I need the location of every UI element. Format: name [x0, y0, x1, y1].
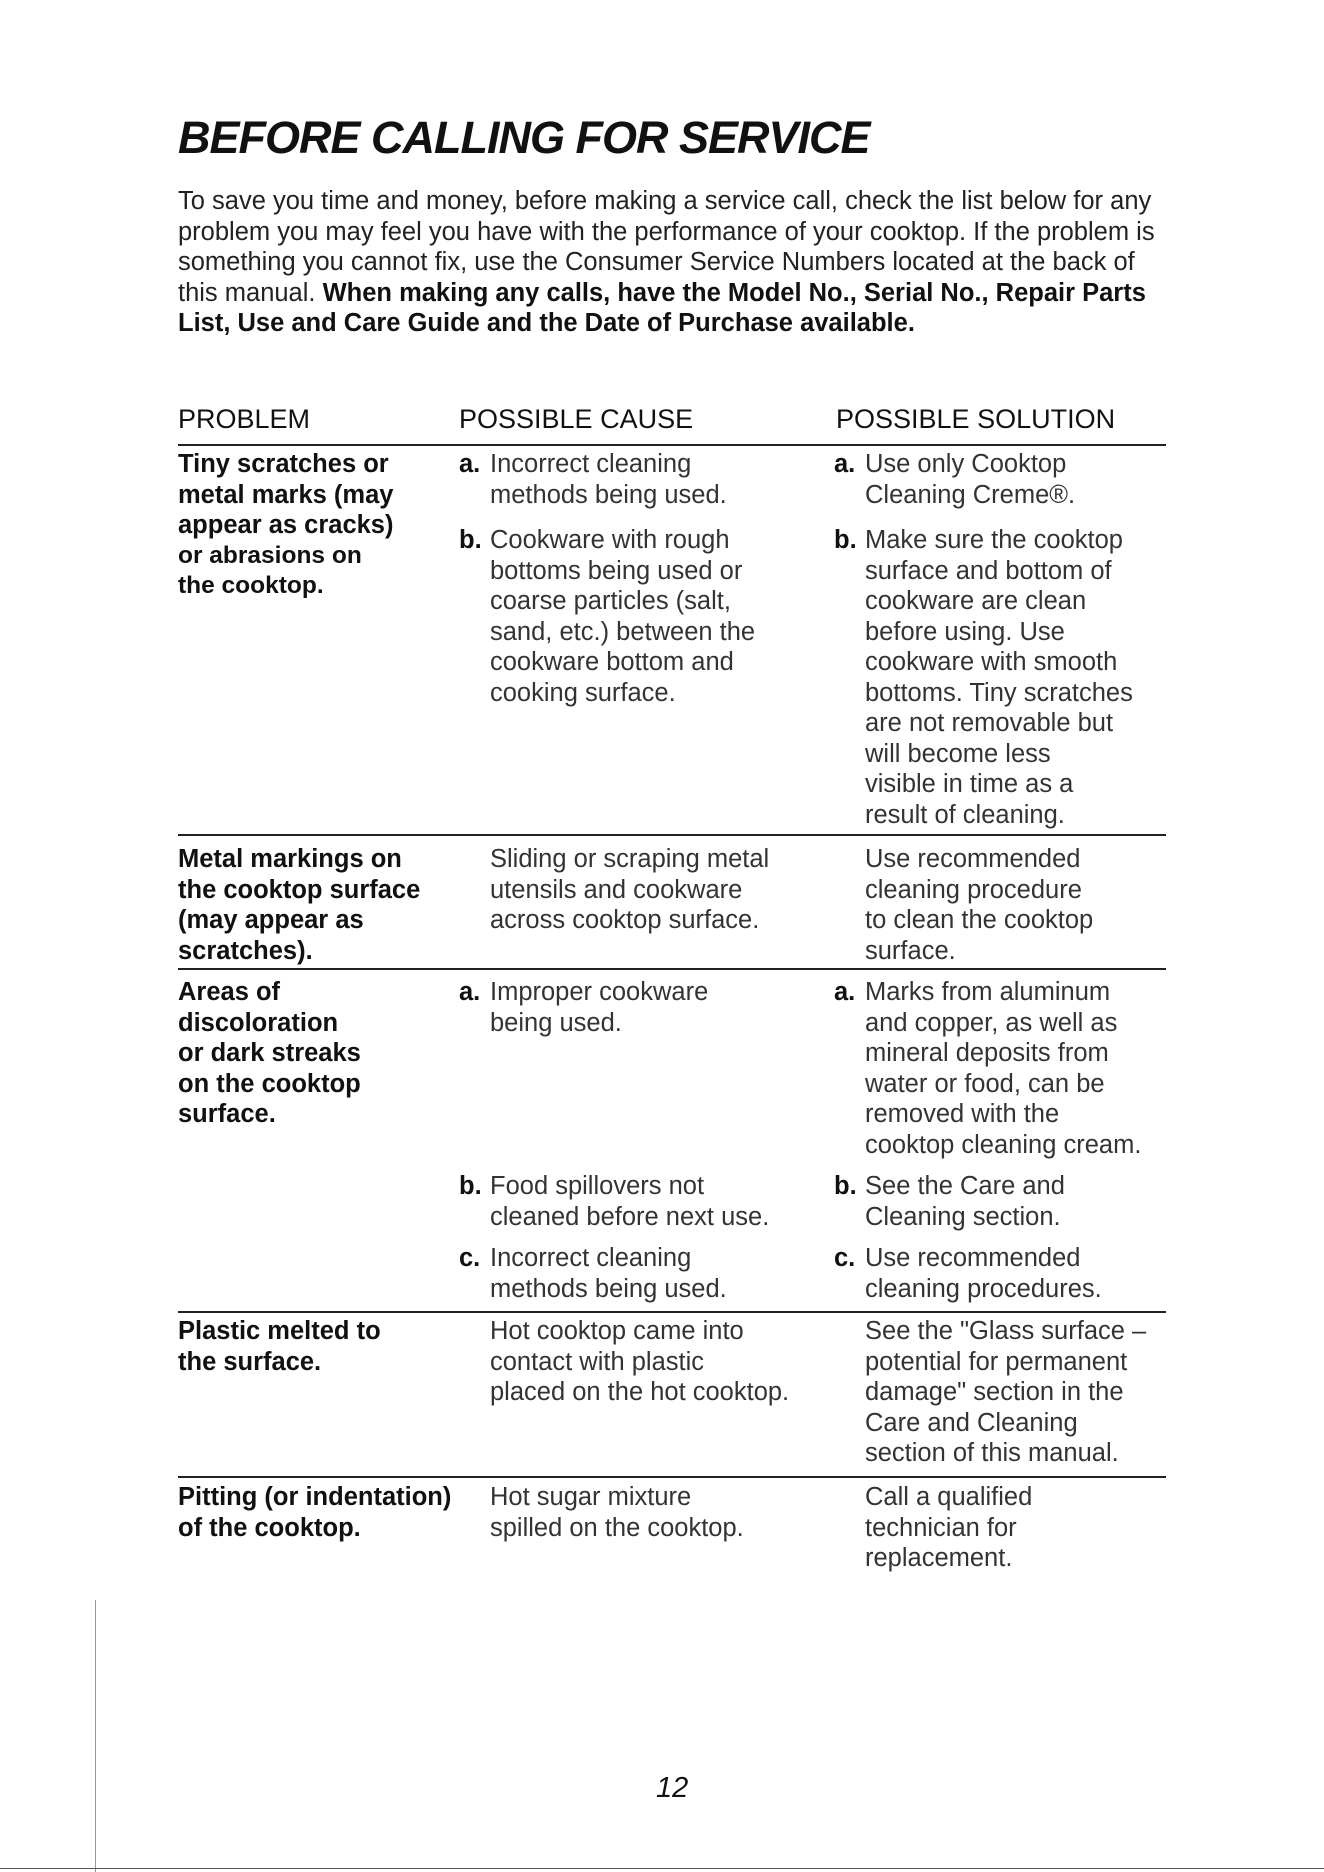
cause-line: Hot cooktop came into [490, 1317, 744, 1345]
solution-line: Cleaning section. [865, 1202, 1061, 1231]
binding-edge-line [95, 1600, 96, 1872]
solution-line: Cleaning Creme®. [865, 480, 1076, 509]
cause-line: Hot sugar mixture [490, 1483, 692, 1511]
solution-line: bottoms. Tiny scratches [865, 678, 1133, 707]
solution-line: Call a qualified [865, 1483, 1033, 1511]
problem-line: surface. [178, 1100, 276, 1128]
solution-line: technician for [865, 1513, 1017, 1542]
solution-line: Make sure the cooktop [865, 526, 1123, 554]
cause-a [459, 977, 708, 1038]
problem-cell [178, 844, 420, 966]
solution-b [834, 525, 1133, 830]
solution-letter: a. [834, 978, 856, 1006]
problem-line: the surface. [178, 1347, 322, 1376]
solution-line: cleaning procedure [865, 875, 1082, 904]
solution-letter: b. [834, 526, 857, 554]
cause-line: coarse particles (salt, [490, 587, 731, 615]
problem-line: Metal markings on [178, 845, 402, 873]
solution-cell [865, 1316, 1146, 1469]
solution-line: section of this manual. [865, 1439, 1119, 1467]
page-bottom-edge [0, 1868, 1324, 1869]
solution-line: surface and bottom of [865, 556, 1112, 585]
solution-line: cleaning procedures. [865, 1274, 1102, 1303]
cause-cell [490, 844, 769, 936]
solution-line: surface. [865, 936, 956, 965]
row-rule [178, 968, 1166, 970]
problem-line: discoloration [178, 1008, 339, 1037]
cause-cell [490, 1482, 744, 1543]
solution-c [834, 1243, 1102, 1304]
cause-line: utensils and cookware [490, 875, 743, 904]
solution-line: will become less [865, 739, 1051, 768]
problem-line: the cooktop surface [178, 875, 421, 904]
page-number: 12 [656, 1772, 689, 1804]
solution-letter: a. [834, 450, 856, 478]
cause-line: contact with plastic [490, 1347, 705, 1376]
cause-line: spilled on the cooktop. [490, 1513, 744, 1542]
solution-b [834, 1171, 1065, 1232]
header-possible-cause: POSSIBLE CAUSE [459, 404, 694, 434]
cause-letter: a. [459, 978, 481, 1006]
solution-line: cookware with smooth [865, 648, 1118, 676]
cause-cell [490, 1316, 789, 1408]
problem-line: on the cooktop [178, 1069, 361, 1098]
problem-line: or dark streaks [178, 1039, 361, 1067]
cause-letter: b. [459, 526, 482, 554]
solution-line: See the Care and [865, 1172, 1065, 1200]
solution-line: Marks from aluminum [865, 978, 1111, 1006]
cause-letter: c. [459, 1244, 481, 1272]
solution-line: cooktop cleaning cream. [865, 1130, 1142, 1159]
solution-letter: b. [834, 1172, 857, 1200]
table-header [0, 404, 1324, 444]
cause-line: cleaned before next use. [490, 1202, 770, 1231]
problem-line: Plastic melted to [178, 1317, 381, 1345]
cause-line: methods being used. [490, 480, 727, 509]
cause-line: placed on the hot cooktop. [490, 1378, 790, 1406]
problem-line: appear as cracks) [178, 511, 394, 539]
problem-cell [178, 1316, 381, 1377]
problem-line: of the cooktop. [178, 1513, 361, 1542]
problem-line: (may appear as [178, 906, 364, 934]
solution-line: cookware are clean [865, 587, 1087, 615]
problem-cell [178, 1482, 451, 1543]
solution-line: before using. Use [865, 617, 1065, 646]
cause-line: Incorrect cleaning [490, 450, 692, 478]
intro-bold-text: When making any calls, have the Model No., Serial No., Repair Parts List, Use and Care Guide and the Date of Purchase available. [178, 278, 1146, 337]
solution-line: removed with the [865, 1100, 1060, 1128]
cause-b [459, 1171, 769, 1232]
solution-a [834, 977, 1141, 1160]
problem-line: metal marks (may [178, 480, 394, 509]
solution-line: damage" section in the [865, 1378, 1124, 1406]
solution-line: result of cleaning. [865, 800, 1065, 829]
problem-line: Tiny scratches or [178, 450, 389, 478]
solution-line: See the "Glass surface – [865, 1317, 1147, 1345]
problem-line: or abrasions on [178, 541, 362, 569]
cause-line: Improper cookware [490, 978, 709, 1006]
solution-line: water or food, can be [865, 1069, 1105, 1098]
solution-line: Use recommended [865, 845, 1081, 873]
cause-letter: a. [459, 450, 481, 478]
cause-line: being used. [490, 1008, 622, 1037]
solution-a [834, 449, 1075, 510]
problem-line: scratches). [178, 936, 313, 965]
problem-cell [178, 977, 361, 1130]
cause-c [459, 1243, 727, 1304]
row-rule [178, 834, 1166, 836]
cause-b [459, 525, 755, 708]
header-possible-solution: POSSIBLE SOLUTION [836, 404, 1116, 434]
cause-line: cookware bottom and [490, 648, 734, 676]
solution-line: Care and Cleaning [865, 1408, 1078, 1437]
solution-line: and copper, as well as [865, 1008, 1118, 1037]
solution-line: Use only Cooktop [865, 450, 1067, 478]
header-problem: PROBLEM [178, 404, 311, 434]
cause-line: across cooktop surface. [490, 906, 760, 934]
cause-line: Cookware with rough [490, 526, 730, 554]
page-title: BEFORE CALLING FOR SERVICE [178, 112, 870, 163]
cause-line: sand, etc.) between the [490, 617, 756, 646]
cause-line: Sliding or scraping metal [490, 845, 770, 873]
row-rule [178, 1311, 1166, 1313]
problem-line: the cooktop. [178, 572, 324, 599]
cause-line: Incorrect cleaning [490, 1244, 692, 1272]
solution-line: are not removable but [865, 709, 1114, 737]
solution-line: replacement. [865, 1544, 1013, 1572]
cause-line: Food spillovers not [490, 1172, 705, 1200]
cause-letter: b. [459, 1172, 482, 1200]
cause-line: methods being used. [490, 1274, 727, 1303]
solution-line: to clean the cooktop [865, 906, 1094, 934]
solution-cell [865, 1482, 1032, 1574]
solution-letter: c. [834, 1244, 856, 1272]
cause-line: cooking surface. [490, 678, 676, 707]
solution-line: mineral deposits from [865, 1039, 1109, 1067]
solution-line: visible in time as a [865, 770, 1074, 798]
problem-line: Pitting (or indentation) [178, 1483, 452, 1511]
cause-a [459, 449, 727, 510]
row-rule [178, 1476, 1166, 1478]
problem-line: Areas of [178, 978, 281, 1006]
solution-cell [865, 844, 1093, 966]
cause-line: bottoms being used or [490, 556, 743, 585]
solution-line: Use recommended [865, 1244, 1081, 1272]
solution-line: potential for permanent [865, 1347, 1128, 1376]
header-rule [178, 444, 1166, 446]
problem-cell [178, 449, 393, 602]
intro-text: To save you time and money, before making a service call, check the list below for any problem you may feel you have with the performance of your cooktop. If the problem is something you cannot fix, use the Consumer Service Numbers located at the back of this manual. [178, 187, 1155, 307]
intro-paragraph [178, 186, 1178, 339]
